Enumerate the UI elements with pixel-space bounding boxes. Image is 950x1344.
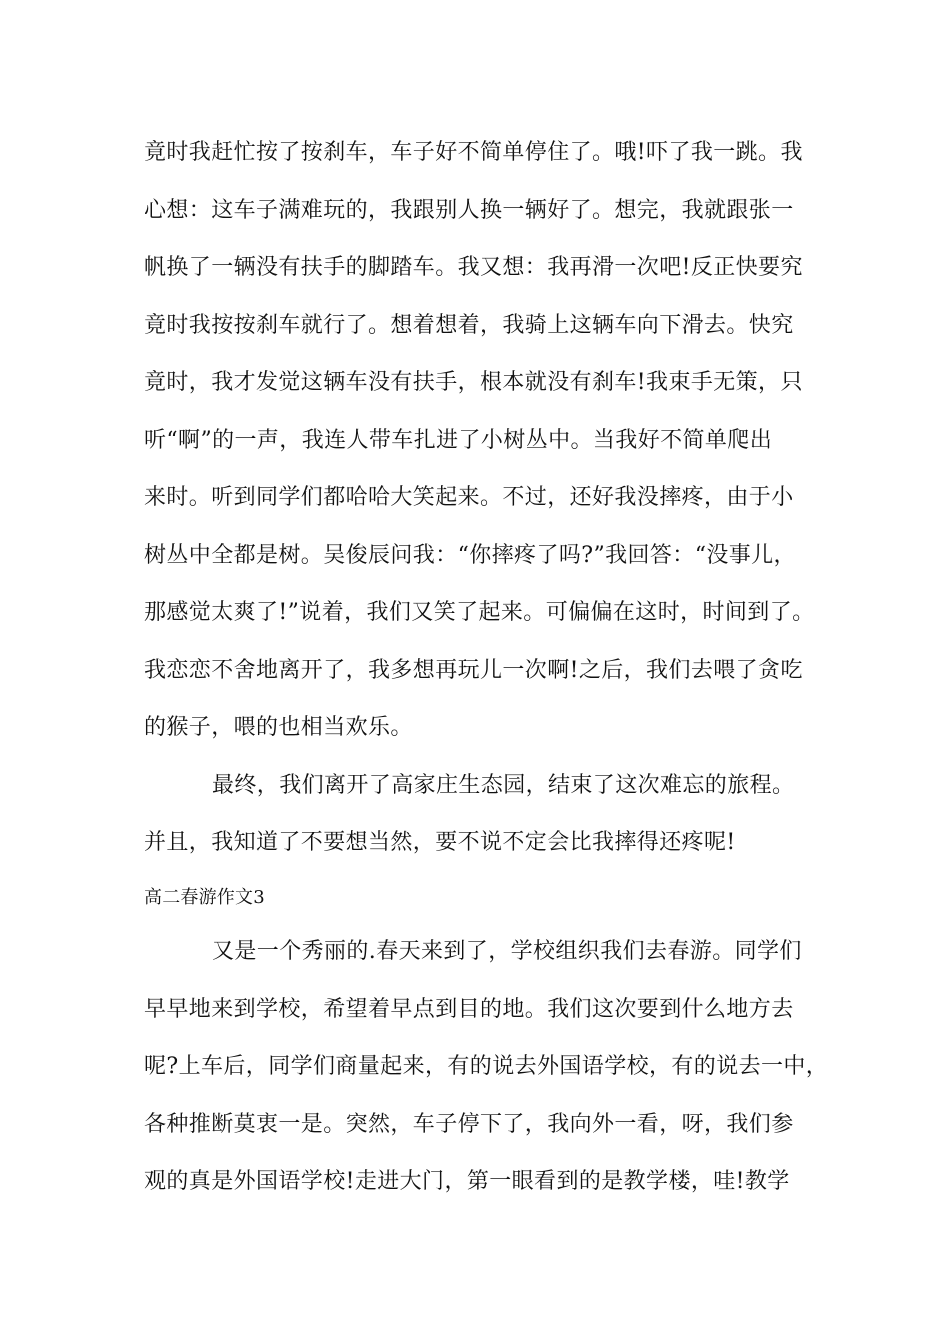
text-line: 观的真是外国语学校!走进大门，第一眼看到的是教学楼，哇!教学: [144, 1169, 790, 1194]
text-line: 树丛中全都是树。吴俊辰问我：“你摔疼了吗?”我回答：“没事儿，: [144, 543, 796, 568]
text-line: 帆换了一辆没有扶手的脚踏车。我又想：我再滑一次吧!反正快要究: [144, 255, 803, 280]
text-line: 又是一个秀丽的.春天来到了，学校组织我们去春游。同学们: [212, 939, 802, 964]
text-line: 那感觉太爽了!”说着，我们又笑了起来。可偏偏在这时，时间到了。: [144, 600, 815, 625]
text-line: 各种推断莫衷一是。突然，车子停下了，我向外一看，呀，我们参: [144, 1112, 794, 1137]
section-heading: 高二春游作文3: [144, 887, 265, 908]
text-line: 呢?上车后，同学们商量起来，有的说去外国语学校，有的说去一中，: [144, 1054, 829, 1079]
text-line: 听“啊”的一声，我连人带车扎进了小树丛中。当我好不简单爬出: [144, 428, 773, 453]
text-line: 竟时我按按刹车就行了。想着想着，我骑上这辆车向下滑去。快究: [144, 313, 794, 338]
text-line: 竟时我赶忙按了按刹车，车子好不简单停住了。哦!吓了我一跳。我: [144, 140, 803, 165]
text-line: 早早地来到学校，希望着早点到目的地。我们这次要到什么地方去: [144, 997, 794, 1022]
text-line: 心想：这车子满难玩的，我跟别人换一辆好了。想完，我就跟张一: [144, 198, 794, 223]
text-line: 竟时，我才发觉这辆车没有扶手，根本就没有刹车!我束手无策，只: [144, 370, 803, 395]
text-line: 并且，我知道了不要想当然，要不说不定会比我摔得还疼呢!: [144, 830, 736, 855]
text-line: 最终，我们离开了高家庄生态园，结束了这次难忘的旅程。: [212, 773, 795, 798]
text-line: 的猴子，喂的也相当欢乐。: [144, 715, 413, 740]
text-line: 来时。听到同学们都哈哈大笑起来。不过，还好我没摔疼，由于小: [144, 485, 794, 510]
text-line: 我恋恋不舍地离开了，我多想再玩儿一次啊!之后，我们去喂了贪吃: [144, 658, 803, 683]
